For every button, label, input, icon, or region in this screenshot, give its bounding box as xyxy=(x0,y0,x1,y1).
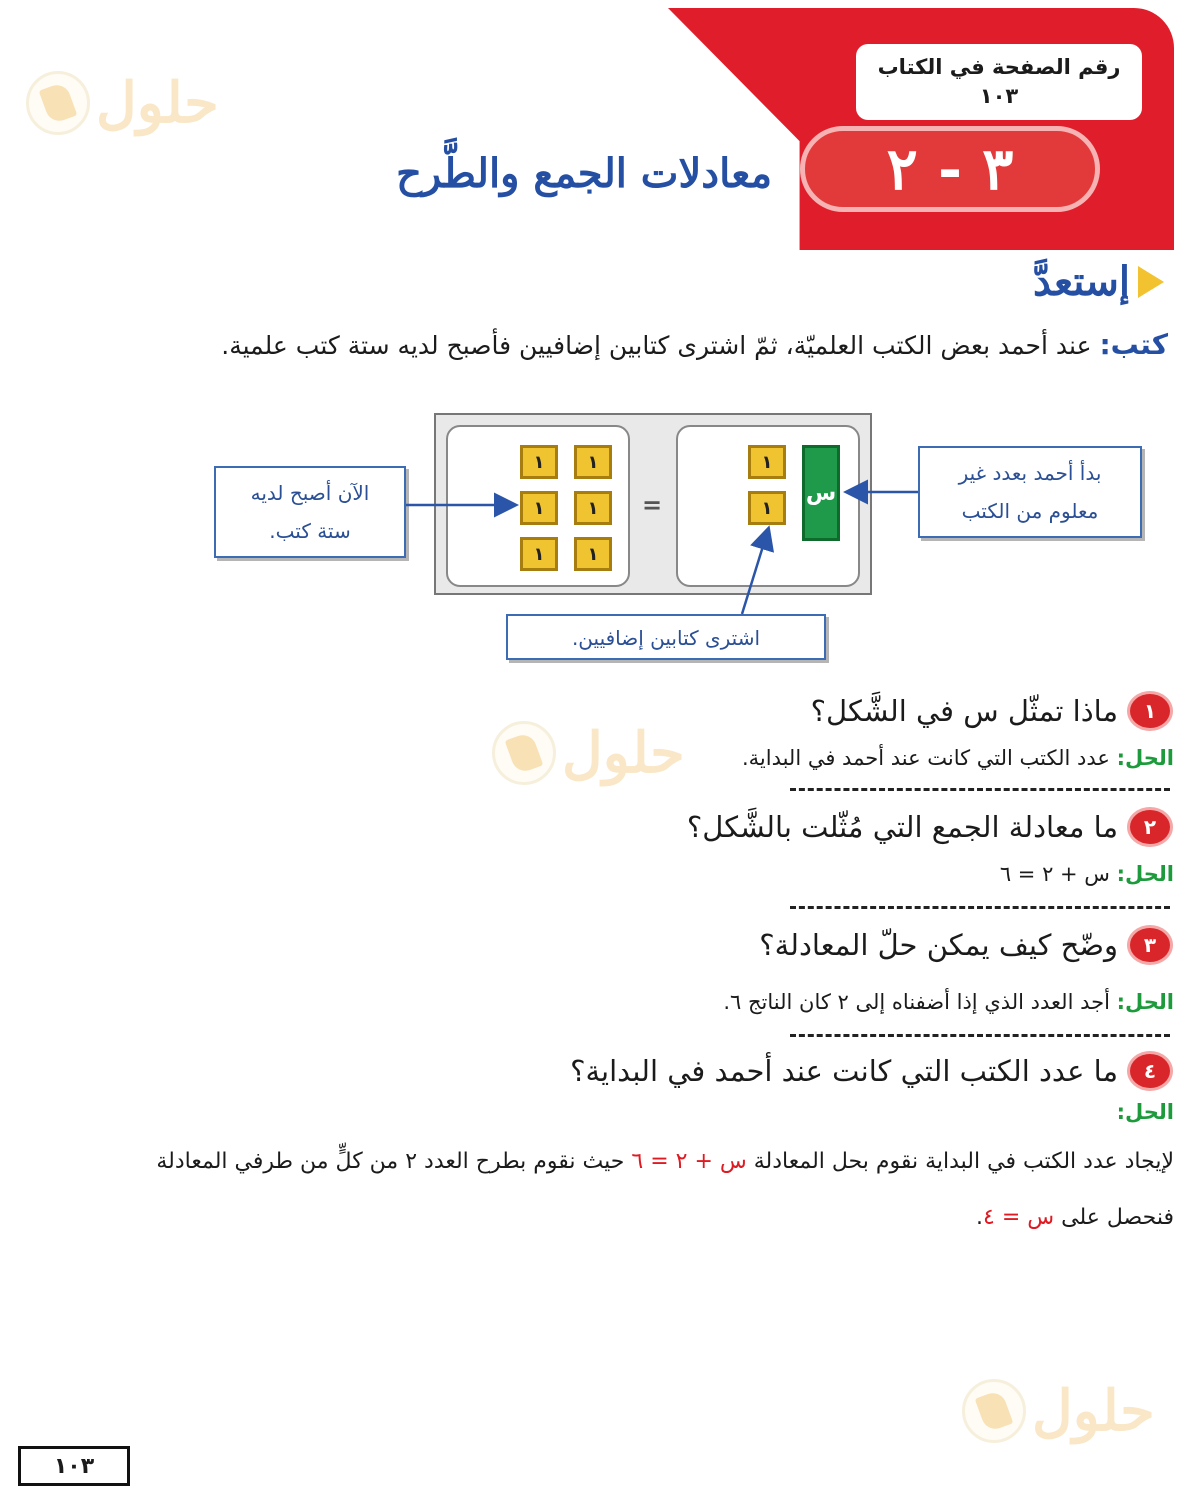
dashed-divider xyxy=(790,788,1170,791)
get-ready-label: إستعدَّ xyxy=(1033,258,1130,305)
solution-1 xyxy=(742,746,1174,770)
watermark-logo xyxy=(962,1378,1155,1444)
watermark-logo xyxy=(492,720,685,786)
unit-tile: ١ xyxy=(574,491,612,525)
question-number-badge: ٤ xyxy=(1130,1054,1170,1088)
page-reference-label: رقم الصفحة في الكتاب xyxy=(877,55,1121,79)
lesson-title: معادلات الجمع والطَّرح xyxy=(396,150,772,197)
callout-line: ستة كتب. xyxy=(269,519,351,543)
unit-tile: ١ xyxy=(520,491,558,525)
unit-tile: ١ xyxy=(520,537,558,571)
callout-unknown-start xyxy=(918,446,1142,538)
solution-label: الحل: xyxy=(1116,746,1174,770)
right-side-panel xyxy=(446,425,630,587)
unit-tile: ١ xyxy=(748,445,786,479)
left-side-panel xyxy=(676,425,860,587)
solution-label: الحل: xyxy=(1116,990,1174,1014)
intro-paragraph xyxy=(220,322,1168,369)
lesson-number-badge xyxy=(800,126,1100,212)
callout-line: بدأ أحمد بعدد غير xyxy=(958,461,1102,485)
watermark-text: حلول xyxy=(1032,1378,1155,1444)
question-number-badge: ١ xyxy=(1130,694,1170,728)
solution-3 xyxy=(723,990,1174,1014)
question-1 xyxy=(811,694,1170,728)
watermark-logo xyxy=(26,70,219,136)
answer-highlight: س = ٤ xyxy=(983,1205,1055,1230)
question-text: ماذا تمثّل س في الشَّكل؟ xyxy=(810,694,1118,728)
explanation-text: لإيجاد عدد الكتب في البداية نقوم بحل المعادلة xyxy=(753,1149,1174,1174)
lesson-number: ٣ - ٢ xyxy=(886,135,1014,203)
solution-explanation xyxy=(100,1134,1174,1246)
explanation-period: . xyxy=(976,1205,984,1230)
question-2 xyxy=(687,810,1170,844)
watermark-text: حلول xyxy=(96,70,219,136)
unit-tile: ١ xyxy=(574,445,612,479)
page-number: ١٠٣ xyxy=(18,1446,130,1486)
unit-tile: ١ xyxy=(520,445,558,479)
triangle-bullet-icon xyxy=(1138,266,1164,298)
explanation-text: حيث نقوم بطرح العدد ٢ من كلٍّ من طرفي المعادلة فنحصل على xyxy=(156,1149,1174,1230)
question-text: وضّح كيف يمكن حلّ المعادلة؟ xyxy=(759,928,1118,962)
unit-tile: ١ xyxy=(748,491,786,525)
solution-2 xyxy=(1000,862,1174,886)
dashed-divider xyxy=(790,1034,1170,1037)
solution-4 xyxy=(1117,1100,1174,1124)
book-icon xyxy=(492,721,556,785)
question-number-badge: ٢ xyxy=(1130,810,1170,844)
equation-model xyxy=(434,413,872,595)
page-reference-number: ١٠٣ xyxy=(979,84,1019,108)
get-ready-heading xyxy=(1033,258,1164,305)
solution-text: عدد الكتب التي كانت عند أحمد في البداية. xyxy=(741,746,1110,770)
variable-bar: س xyxy=(802,445,840,541)
question-number-badge: ٣ xyxy=(1130,928,1170,962)
equals-sign: = xyxy=(642,491,663,519)
equation-highlight: س + ٢ = ٦ xyxy=(631,1149,747,1174)
question-text: ما معادلة الجمع التي مُثّلت بالشَّكل؟ xyxy=(686,810,1118,844)
solution-label: الحل: xyxy=(1116,862,1174,886)
intro-keyword: كتب: xyxy=(1099,328,1168,361)
watermark-text: حلول xyxy=(562,720,685,786)
solution-text: أجد العدد الذي إذا أضفناه إلى ٢ كان الناتج ٦. xyxy=(723,990,1110,1014)
dashed-divider xyxy=(790,906,1170,909)
callout-bought-two: اشترى كتابين إضافيين. xyxy=(506,614,826,660)
callout-line: الآن أصبح لديه xyxy=(250,481,370,505)
callout-now-six xyxy=(214,466,406,558)
callout-line: معلوم من الكتب xyxy=(961,499,1099,523)
book-icon xyxy=(26,71,90,135)
intro-text: عند أحمد بعض الكتب العلميّة، ثمّ اشترى كتابين إضافيين فأصبح لديه ستة كتب علمية. xyxy=(221,331,1092,360)
question-3 xyxy=(759,928,1170,962)
unit-tile: ١ xyxy=(574,537,612,571)
page-reference-box xyxy=(856,44,1142,120)
question-text: ما عدد الكتب التي كانت عند أحمد في البداية؟ xyxy=(570,1054,1118,1088)
question-4 xyxy=(570,1054,1170,1088)
solution-label: الحل: xyxy=(1116,1100,1174,1124)
solution-text: س + ٢ = ٦ xyxy=(999,862,1110,886)
book-icon xyxy=(962,1379,1026,1443)
